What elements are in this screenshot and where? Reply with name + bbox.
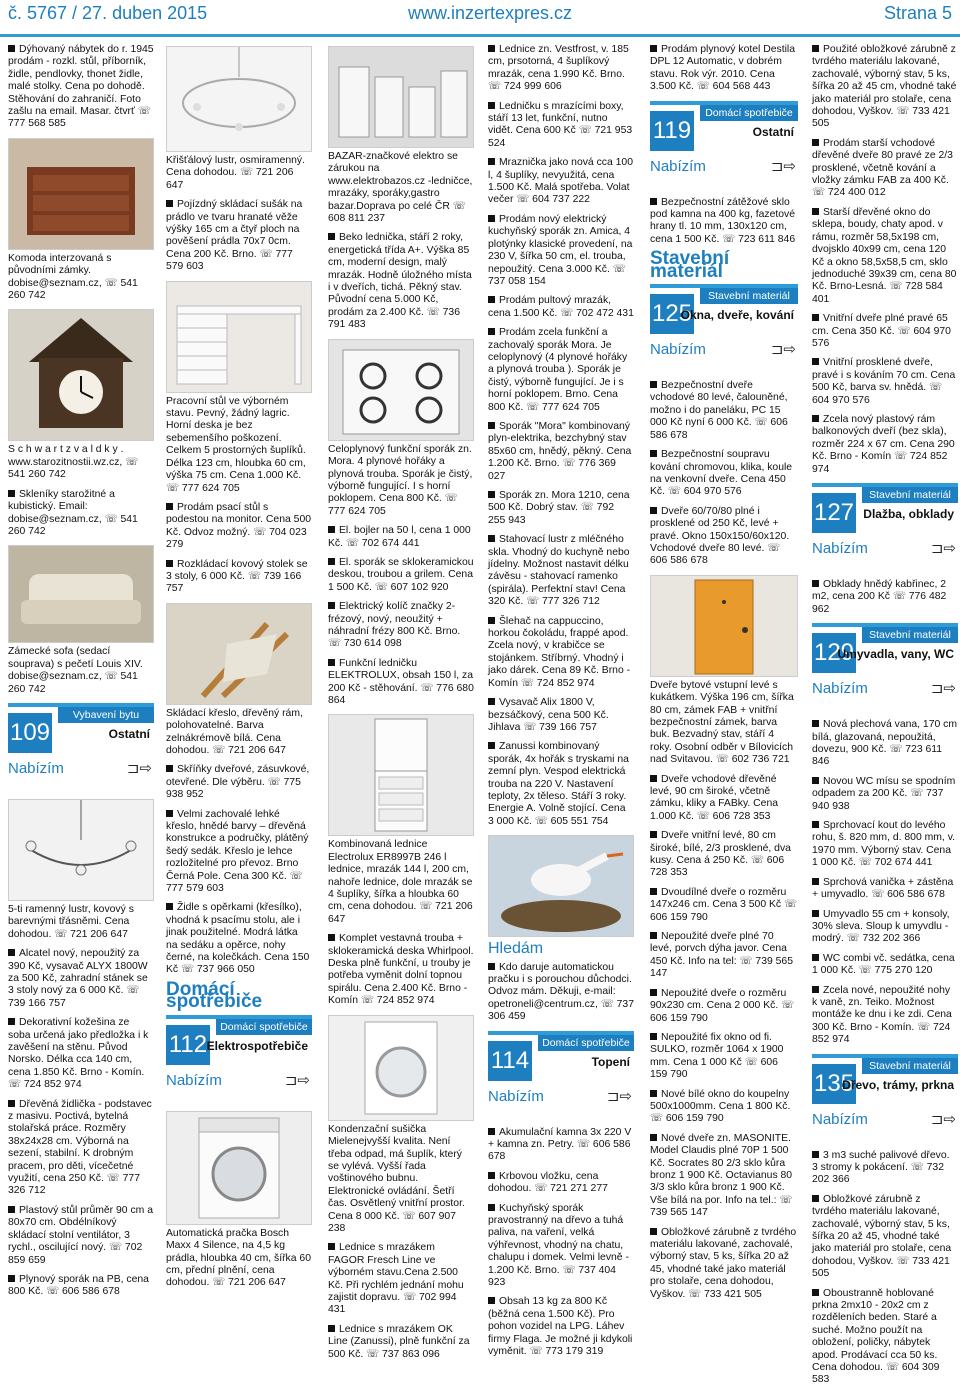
classified-ad: Prodám nový elektrický kuchyňský sporák zn. Amica, 4 plotýnky klasické provedení, na 230 V, šířka 50 cm, el. trouba, nepoužitý. Cena 3.000 Kč. ☏ 737 058 154 (488, 213, 633, 287)
classified-ad: Dekorativní kožešina ze soba určená jako předložka i k zavěšení na stěnu. Původ Norsko. Délka cca 140 cm, cena 1.850 Kč. Brno - Komín. ☏ 724 852 974 (8, 1017, 154, 1091)
classified-ad: Sprchová vanička + zástěna + umyvadlo. ☏ 606 586 678 (812, 877, 958, 902)
classified-ad: Bezpečnostní soupravu kování chromovou, klika, koule na venkovní dveře. Cena 450 Kč. ☏ 604 970 576 (650, 449, 798, 499)
stork-nest-photo (488, 835, 634, 937)
classified-ad: Obložkové zárubně z tvrdého materiálu lakované, zachovalé, výborný stav, 5 ks, šířka 20 až 45, vhodné také jako materiál pro stolaře, cena dohodou, Vyškov. ☏ 733 421 505 (650, 1226, 797, 1300)
section-number: 119 (650, 111, 694, 151)
dryer-photo (328, 1015, 474, 1121)
page-header (0, 0, 960, 37)
classified-ad: Prodám plynový kotel Destila DPL 12 Automatic, v dobrém stavu. Rok výr. 2010. Cena 3.500 Kč. ☏ 604 568 443 (650, 44, 798, 94)
classified-ad: Dveře vchodové dřevěné levé, 90 cm široké, včetně zámku, kliky a FABky. Cena 1.000 Kč. ☏ 606 728 353 (650, 774, 798, 824)
classified-ad: Lednice s mrazákem FAGOR Fresch Line ve výborném stavu.Cena 2.500 Kč. Při rychlém jednání mohu zajistit dopravu. ☏ 702 994 431 (328, 1242, 474, 1316)
section-category: Domácí spotřebiče (538, 1035, 634, 1051)
classified-ad: Nová plechová vana, 170 cm bílá, glazovaná, nepoužitá, dovezu, 900 Kč. ☏ 723 611 846 (812, 719, 958, 768)
photo-caption: Celoplynový funkční sporák zn. Mora. 4 plynové hořáky a plynová trouba. Sporák je čistý, výborně fungující. I s horní poklopem. Cena 800 Kč. ☏ 777 624 705 (328, 443, 473, 517)
section-number: 129 (812, 633, 856, 673)
column-1 (8, 44, 154, 1306)
classified-ad: Vnitřní dveře plné pravé 65 cm. Cena 350 Kč. ☏ 604 970 576 (812, 313, 958, 350)
classified-ad: Dveře vnitřní levé, 80 cm široké, bílé, 2/3 prosklené, dva kusy. Cena á 250 Kč. ☏ 606 728 353 (650, 830, 798, 880)
section-category: Domácí spotřebiče (216, 1019, 312, 1035)
classified-ad: Obklady hnědý kabřinec, 2 m2, cena 200 Kč ☏ 776 482 962 (812, 579, 958, 616)
section-subcategory: Umyvadla, vany, WC (837, 647, 954, 662)
classified-ad: 3 m3 suché palivové dřevo. 3 stromy k pokácení. ☏ 732 202 366 (812, 1150, 958, 1187)
section-header-119 (650, 101, 798, 187)
classified-ad: Zanussi kombinovaný sporák, 4x hořák s tryskami na zemní plyn. Vespod elektrická trouba na 220 V. Nastavení teploty, 2x těleso. Stáří 3 roky. Energie A. Volně stojící. Cena 3 000 Kč. ☏ 605 551 754 (488, 741, 634, 828)
offer-label: Nabízím (488, 1087, 544, 1105)
classified-ad: Nepoužité fix okno od fi. SULKO, rozměr 1064 x 1900 mm. Cena 1 000 Kč ☏ 606 159 790 (650, 1032, 798, 1082)
classified-ad: Lednice zn. Vestfrost, v. 185 cm, prsotorná, 4 šuplíkový mrazák, cena 1.990 Kč. Brno. ☏ 724 999 606 (488, 44, 634, 94)
classified-ad: Zcela nový plastový rám balkonových dveří (bez skla), rozměr 224 x 67 cm. Cena 290 Kč. Brno - Komín ☏ 724 852 974 (812, 414, 958, 476)
classified-ad: Mraznička jako nová cca 100 l, 4 šuplíky, nevyužitá, cena 1.500 Kč. Malá spotřeba. Volat večer ☏ 604 737 222 (488, 157, 633, 206)
arrow-icon: ⊐⇨ (606, 1087, 632, 1105)
classified-ad: Vysavač Alix 1800 V, bezsáčkový, cena 500 Kč. Jihlava ☏ 739 166 757 (488, 697, 634, 734)
section-subcategory: Elektrospotřebiče (206, 1038, 308, 1053)
arrow-icon: ⊐⇨ (126, 759, 152, 777)
column-2 (166, 44, 312, 1297)
classified-ad: Nepoužité dveře plné 70 levé, porvch dýha javor. Cena 450 Kč. Info na tel: ☏ 739 565 147 (650, 931, 798, 981)
classified-ad: Vnitřní prosklené dveře, pravé i s kováním 70 cm. Cena 500 Kč, barva sv. hnědá. ☏ 604 970 576 (812, 357, 958, 407)
photo-caption: Zámecké sofa (sedací souprava) s pečetí Louis XIV. dobise@seznam.cz, ☏ 541 260 742 (8, 646, 143, 695)
offer-label: Nabízím (650, 157, 706, 175)
section-subcategory: Dlažba, obklady (863, 507, 954, 521)
classified-ad: Skříňky dveřové, zásuvkové, otevřené. Dle výběru. ☏ 775 938 952 (166, 764, 312, 801)
classified-ad: Funkční ledničku ELEKTROLUX, obsah 150 l, za 200 Kč - stěhování. ☏ 776 680 864 (328, 657, 474, 706)
photo-caption: 5-ti ramenný lustr, kovový s barevnými třásněmi. Cena dohodou. ☏ 721 206 647 (8, 903, 134, 940)
cuckoo-clock-photo (8, 309, 154, 441)
classified-ad: Šlehač na cappuccino, horkou čokoládu, frappé apod. Zcela nový, v krabičce se stojánkem. Stříbrný. Vhodný i jako dárek. Cena 89 Kč. Brno - Komín ☏ 724 852 974 (488, 616, 634, 690)
classified-ad: Nové dveře zn. MASONITE. Model Claudis plné 70P 1 500 Kč. Socrates 80 2/3 sklo kůra bronz 1 900 Kč. Octavianus 80 3/3 sklo kůra bronz 1 900 Kč. Vše bílá na por. Info na tel.: ☏ 739 565 147 (650, 1133, 798, 1220)
section-category: Domácí spotřebiče (700, 105, 798, 121)
classified-ad: Kuchyňský sporák pravostranný na dřevo a tuhá paliva, na vaření, velká výhřevnost, vhodný na chatu, chalupu i domek. Velmi levně - 1.200 Kč. Brno. ☏ 737 404 923 (488, 1203, 634, 1290)
section-number: 125 (650, 294, 694, 334)
section-header-114 (488, 1031, 634, 1117)
section-header-127 (812, 483, 958, 569)
classified-ad: Prodám starší vchodové dřevěné dveře 80 pravé ze 2/3 prosklené, včetně kování a vložky zámku FAB za 400 Kč. ☏ 724 400 012 (812, 138, 958, 200)
section-subcategory: Okna, dveře, kování (680, 308, 794, 323)
classified-ad: Prodám pultový mrazák, cena 1.500 Kč. ☏ 702 472 431 (488, 295, 634, 319)
classified-ad: Pojízdný skládací sušák na prádlo ve tvaru hranaté věže výšky 165 cm a čtyř ploch na pověšení prádla 70x7 0cm. Cena 200 Kč. Brno. ☏ 777 579 603 (166, 199, 312, 273)
classified-ad: Obsah 13 kg za 800 Kč (běžná cena 1.500 Kč). Pro pohon vozidel na LPG. Láhev firmy Flaga. Je možné ji kdykoli vyměnit. ☏ 773 179 319 (488, 1296, 633, 1358)
page-number: Strana 5 (883, 3, 952, 23)
classified-ad: Sporák "Mora" kombinovaný plyn-elektrika, bezchybný stav 85x60 cm, hnědý, pěkný. Cena 1.200 Kč. Brno. ☏ 776 369 027 (488, 421, 634, 483)
classified-ad: Nepoužité dveře o rozměru 90x230 cm. Cena 2 000 Kč. ☏ 606 159 790 (650, 988, 798, 1025)
classified-ad: Dýhovaný nábytek do r. 1945 prodám - rozkl. stůl, příborník, židle, pendlovky, thonet židle, malé stolky. Cena po dohodě. Stěhování do zahraničí. Foto zašlu na email. Masar. čtvrť ☏ 777 568 585 (8, 44, 154, 130)
classified-ad: Velmi zachovalé lehké křeslo, hnědé barvy – dřevěná konstrukce a područky, plátěný šedý sedák. Křeslo je lehce rozložitelné pro převoz. Brno Černá Pole. Cena 300 Kč. ☏ 777 579 603 (166, 809, 312, 896)
section-title: Domácí spotřebiče (166, 978, 263, 1013)
classified-ad: Dvoudílné dveře o rozměru 147x246 cm. Cena 3 500 Kč ☏ 606 159 790 (650, 886, 798, 923)
appliance-store-photo (328, 46, 474, 148)
offer-label: Nabízím (166, 1071, 222, 1089)
arrow-icon: ⊐⇨ (930, 680, 956, 698)
offer-label: Nabízím (812, 680, 868, 698)
classified-ad: Elektrický kolíč značky 2-frézový, nový, neoužitý + náhradní frézy 800 Kč. Brno. ☏ 730 614 098 (328, 601, 474, 651)
section-subcategory: Ostatní (752, 124, 794, 139)
column-4 (488, 44, 634, 1366)
fridge-freezer-photo (328, 714, 474, 836)
section-category: Stavební materiál (862, 627, 958, 643)
classified-ad: Obložkové zárubně z tvrdého materiálu lakované, zachovalé, výborný stav, 5 ks, šířka 20 až 45, vhodné také jako materiál pro stolaře, cena dohodou, Vyškov. ☏ 733 421 505 (812, 1194, 958, 1281)
sofa-photo (8, 545, 154, 643)
classified-ad: Starší dřevěné okno do sklepa, boudy, chaty apod. v rámu, rozměr 58,5x198 cm, dvojsklo 40x99 cm, cena 120 Kč a okno 58,5x58,5 cm, sklo jednoduché 39x39 cm, cena 80 Kč. Brno-Lesná. ☏ 728 584 401 (812, 206, 957, 305)
classified-ad: WC combi vč. sedátka, cena 1 000 Kč. ☏ 775 270 120 (812, 953, 958, 978)
section-number: 109 (8, 713, 52, 753)
classified-ad: Novou WC mísu se spodním odpadem za 200 Kč. ☏ 737 940 938 (812, 776, 958, 813)
section-number: 112 (166, 1025, 210, 1065)
dresser-photo (8, 138, 154, 250)
photo-caption: Pracovní stůl ve výborném stavu. Pevný, žádný lagric. Horní deska je bez sebemenšího poškození. Celkem 5 prostorných šuplíků. Délka 123 cm, hloubka 60 cm, výška 75 cm. Cena 1.000 Kč. ☏ 777 624 705 (166, 395, 306, 494)
folding-chair-photo (166, 603, 312, 705)
classified-ad: Sporák zn. Mora 1210, cena 500 Kč. Dobrý stav. ☏ 792 255 943 (488, 490, 634, 527)
gas-stove-photo (328, 339, 474, 441)
column-5 (650, 44, 798, 1308)
section-header-112 (166, 1015, 312, 1101)
classified-ad: Dveře 60/70/80 plné i prosklené od 250 Kč, levé + pravé. Okno 150x150/60x120. Vchodové dveře 80 levé. ☏ 606 586 678 (650, 506, 798, 568)
photo-caption: Kondenzační sušička Mielenejvyšší kvalita. Není třeba odpad, má šuplík, který se vylévá. Vyšší řada voštinového bubnu. Elektronické ovládání. Šetří čas. Osvětlený vnitřní prostor. Cena 8 000 Kč. ☏ 607 907 238 (328, 1123, 465, 1234)
photo-caption: BAZAR-značkové elektro se zárukou na www.elektrobazos.cz -ledničce, mrazáky, sporáky,gastro bazar.Doprava po celé ČR ☏ 608 811 237 (328, 151, 473, 225)
classified-ad: Bezpečnostní dveře vchodové 80 levé, čalouněné, možno i do paneláku, PC 15 000 Kč nyní 6 000 Kč. ☏ 606 586 678 (650, 380, 798, 442)
section-number: 135 (812, 1064, 856, 1104)
section-category: Stavební materiál (862, 1058, 958, 1074)
column-6 (812, 44, 958, 1394)
classified-ad: El. bojler na 50 l, cena 1 000 Kč. ☏ 702 674 441 (328, 525, 474, 550)
arrow-icon: ⊐⇨ (930, 1110, 956, 1128)
classified-ad: Židle s opěrkami (křesílko), vhodná k psacímu stolu, ale i jinak použitelné. Modrá látka na sedáku a opěrce, nohy černé, na kolečkách. Cena 150 Kč ☏ 737 966 050 (166, 902, 312, 976)
classified-ad: Stahovací lustr z mléčného skla. Vhodný do kuchyně nebo jídelny. Možnost nastavit délku závěsu - stahovací ramenko (spirála). Perfektní stav! Cena 320 Kč. ☏ 777 326 712 (488, 534, 634, 608)
washing-machine-photo (166, 1111, 312, 1225)
classified-ad: Dřevěná židlička - podstavec z masivu. Poctivá, bytelná stolařská práce. Rozměry 38x24x28 cm. Výborná na sezení, stabilní. K drobným pracem, pro děti, vícečetné využití, cena 250 Kč. ☏ 777 326 712 (8, 1099, 154, 1198)
classified-ad: Alcatel nový, nepoužitý za 390 Kč, vysavač ALYX 1800W za 500 Kč, zahradní stánek se 3 stoly nový za 6 000 Kč. ☏ 739 166 757 (8, 948, 154, 1010)
classified-ad: Prodám zcela funkční a zachovalý sporák Mora. Je celoplynový (4 plynové hořáky a plynová trouba ). Sporák je čistý, výborně fungující. Je i s horní poklopem. Brno. Cena 800 Kč. ☏ 777 624 705 (488, 327, 634, 414)
classified-ad: Oboustranně hoblované prkna 2mx10 - 20x2 cm z rozděleních beden. Staré a suché. Možno použít na obložení, poličky, nábytek apod. Prodávací cca 50 ks. Cena dohodou. ☏ 604 309 583 (812, 1288, 958, 1387)
offer-label: Nabízím (650, 341, 706, 359)
photo-caption: Dveře bytové vstupní levé s kukátkem. Výška 196 cm, šířka 80 cm, zámek FAB + vnitřní bezpečnostní zámek, barva buk. Bezvadný stav, stáří 4 roky. Osobní odběr v Bílovicích nad Svitavou. ☏ 602 736 721 (650, 679, 794, 766)
section-category: Vybavení bytu (58, 707, 154, 723)
section-subcategory: Dřevo, trámy, prkna (842, 1077, 954, 1092)
classified-ad: Plynový sporák na PB, cena 800 Kč. ☏ 606 586 678 (8, 1274, 154, 1299)
section-header-125 (650, 284, 798, 370)
photo-caption: Skládací křeslo, dřevěný rám, polohovatelné. Barva zelnákrémově bílá. Cena dohodou. ☏ 721 206 647 (166, 707, 303, 756)
section-title: Stavební materiál (650, 248, 730, 282)
arrow-icon: ⊐⇨ (770, 341, 796, 359)
arrow-icon: ⊐⇨ (930, 540, 956, 557)
classified-ad: Komplet vestavná trouba + sklokeramická deska Whirlpool. Deska plně funkční, u trouby je potřeba vyměnit dolní topnou spirálu. Cena 2.400 Kč. Brno - Komín ☏ 724 852 974 (328, 933, 474, 1007)
section-header-129 (812, 623, 958, 709)
arrow-icon: ⊐⇨ (770, 157, 796, 175)
classified-ad: Bezpečnostní zátěžové sklo pod kamna na 400 kg, fazetové hrany tl. 10 mm, 130x120 cm, cena 1 500 Kč. ☏ 723 611 846 (650, 197, 798, 247)
offer-label: Nabízím (8, 759, 64, 777)
classified-ad: Lednice s mrazákem OK Line (Zanussi), plně funkční za 500 Kč. ☏ 737 863 096 (328, 1324, 474, 1361)
classified-ad: Plastový stůl průměr 90 cm a 80x70 cm. Obdélníkový skládací stolní ventilátor, 3 rychl., oscilující nový. ☏ 702 859 659 (8, 1204, 153, 1266)
section-category: Stavební materiál (862, 487, 958, 503)
classified-ad: Ledničku s mrazícími boxy, stáří 13 let, funkční, nutno vidět. Cena 600 Kč ☏ 721 953 524 (488, 100, 633, 149)
classified-ad: Beko lednička, stáří 2 roky, energetická třída A+. Výška 85 cm, moderní design, malý mrazák. Hodně úložného místa i v dveřích, tichá. Pěkný stav. Původní cena 5.000 Kč, prodám za 2.400 Kč. ☏ 736 791 483 (328, 232, 474, 331)
crystal-chandelier-photo (166, 46, 312, 152)
classified-ad: Umyvadlo 55 cm + konsoly, 30% sleva. Sloup k umyvdlu - modrý. ☏ 732 202 366 (812, 909, 958, 946)
section-header-135 (812, 1054, 958, 1140)
classified-ad: Prodám psací stůl s podestou na monitor. Cena 500 Kč. Odvoz možný. ☏ 704 023 279 (166, 501, 311, 551)
wanted-heading: Hledám (488, 940, 544, 958)
classified-ad: Krbovou vložku, cena dohodou. ☏ 721 271 277 (488, 1171, 634, 1196)
offer-label: Nabízím (812, 540, 868, 557)
offer-label: Nabízím (812, 1110, 868, 1128)
arrow-icon: ⊐⇨ (284, 1071, 310, 1089)
photo-caption: Automatická pračka Bosch Maxx 4 Silence, na 4,5 kg prádla, hloubka 40 cm, šířka 60 cm, přední plnění, cena dohodou. ☏ 721 206 647 (166, 1227, 311, 1289)
classified-ad: Použité obložkové zárubně z tvrdého materiálu lakované, zachovalé, výborný stav, 5 ks, šířka 20 až 45 cm, vhodné také jako materiál pro stolaře, cena dohodou, Vyškov. ☏ 733 421 505 (812, 44, 957, 130)
classified-ad: Sprchovací kout do levého rohu, š. 820 mm, d. 800 mm, v. 1970 mm. Výborný stav. Cena 1 000 Kč. ☏ 702 674 441 (812, 820, 958, 870)
photo-caption: Kombinovaná lednice Electrolux ER8997B 246 l lednice, mrazák 144 l, 200 cm, nahoře lednice, dole mrazák se 4 šuplíky, šířka a hloubka 60 cm, cena dohodou. ☏ 721 206 647 (328, 839, 473, 925)
classified-ad: El. sporák se sklokeramickou deskou, troubou a grilem. Cena 1 500 Kč. ☏ 607 102 920 (328, 556, 474, 593)
entrance-door-photo (650, 575, 798, 677)
photo-caption: Komoda interzovaná s původními zámky. dobise@seznam.cz, ☏ 541 260 742 (8, 252, 138, 302)
column-3 (328, 44, 474, 1368)
classified-ad: Zcela nové, nepoužité nohy k vaně, zn. Teiko. Možnost montáže ke dnu i ke zdi. Cena 300 Kč. Brno - Komín. ☏ 724 852 974 (812, 985, 958, 1047)
classified-ad: Nové bílé okno do koupelny 500x1000mm. Cena 1 800 Kč. ☏ 606 159 790 (650, 1089, 798, 1126)
classified-ad: Rozkládací kovový stolek se 3 stoly, 6 000 Kč. ☏ 739 166 757 (166, 559, 312, 596)
section-number: 114 (488, 1041, 532, 1081)
classified-ad: Akumulační kamna 3x 220 V + kamna zn. Petry. ☏ 606 586 678 (488, 1127, 634, 1164)
section-subcategory: Topení (591, 1054, 630, 1069)
chandelier-photo (8, 799, 154, 901)
site-link[interactable]: www.inzertexpres.cz (408, 3, 573, 23)
section-category: Stavební materiál (700, 288, 798, 304)
section-number: 127 (812, 493, 856, 533)
issue-info: č. 5767 / 27. duben 2015 (8, 3, 208, 23)
section-subcategory: Ostatní (108, 726, 150, 741)
classified-ad: Skleníky starožitné a kubistický. Email: dobise@seznam.cz, ☏ 541 260 742 (8, 489, 154, 539)
photo-caption: Křišťálový lustr, osmiramenný. Cena dohodou. ☏ 721 206 647 (166, 155, 306, 191)
classified-ad: Kdo daruje automatickou pračku i s porouchou důchodci. Odvoz mám. Děkuji, e-mail: opetroneli@centrum.cz, ☏ 737 306 459 (488, 961, 634, 1023)
section-header-109 (8, 703, 154, 789)
work-desk-photo (166, 281, 312, 393)
photo-caption: S c h w a r t z v a l d k y . www.starozitnostii.wz.cz, ☏ 541 260 742 (8, 444, 139, 481)
